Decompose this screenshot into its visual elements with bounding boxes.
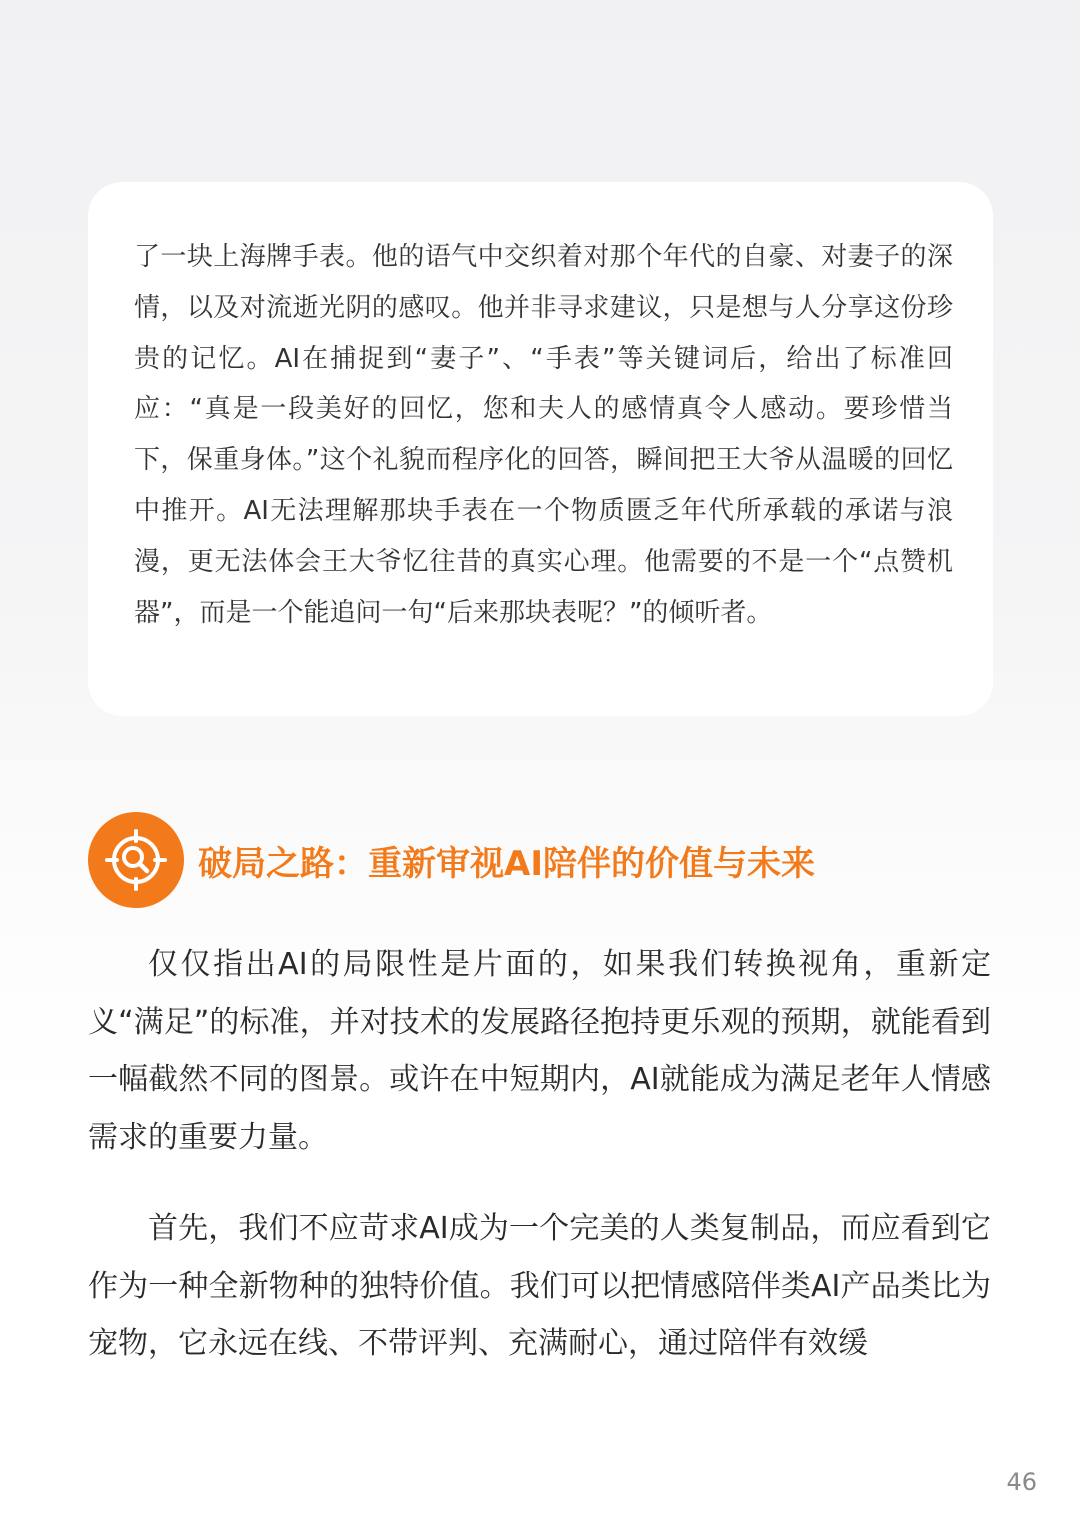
body-paragraph-1: 仅仅指出AI的局限性是片面的，如果我们转换视角，重新定义“满足”的标准，并对技术的发展路径抱持更乐观的预期，就能看到一幅截然不同的图景。或许在中短期内，AI就能成为满足老年人情感需求的重要力量。: [88, 947, 991, 1155]
section-heading: [88, 812, 815, 908]
quote-card: [88, 182, 993, 716]
target-search-icon: [88, 812, 184, 908]
card-text: 了一块上海牌手表。他的语气中交织着对那个年代的自豪、对妻子的深情，以及对流逝光阴的感叹。他并非寻求建议，只是想与人分享这份珍贵的记忆。AI在捕捉到“妻子”、“手表”等关键词后，给出了标准回应：“真是一段美好的回忆，您和夫人的感情真令人感动。要珍惜当下，保重身体。”这个礼貌而程序化的回答，瞬间把王大爷从温暖的回忆中推开。AI无法理解那块手表在一个物质匮乏年代所承载的承诺与浪漫，更无法体会王大爷忆往昔的真实心理。他需要的不是一个“点赞机器”，而是一个能追问一句“后来那块表呢？”的倾听者。: [134, 242, 953, 628]
page-number: 46: [1006, 1468, 1037, 1496]
section-title: 破局之路：重新审视AI陪伴的价值与未来: [198, 843, 815, 884]
body-paragraph-2: 首先，我们不应苛求AI成为一个完美的人类复制品，而应看到它作为一种全新物种的独特价值。我们可以把情感陪伴类AI产品类比为宠物，它永远在线、不带评判、充满耐心，通过陪伴有效缓: [88, 1211, 991, 1361]
